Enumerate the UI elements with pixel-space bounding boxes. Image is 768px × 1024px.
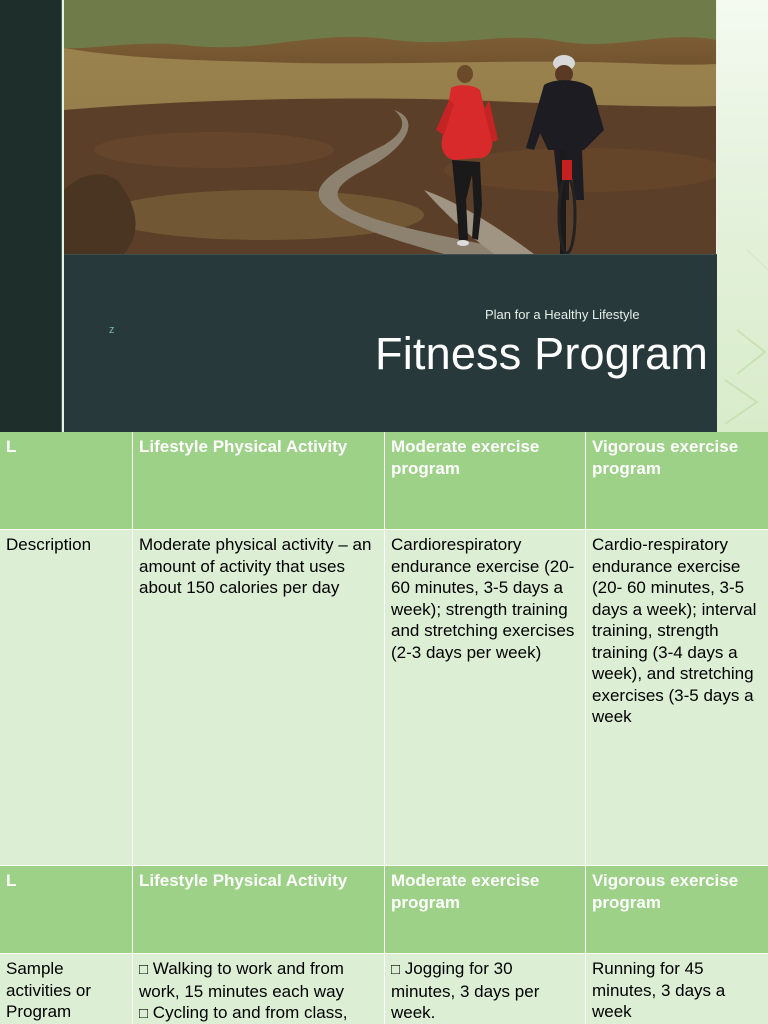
row-description-label: Description: [0, 530, 132, 865]
chevron-decoration-icon: [717, 0, 768, 432]
row-sample-col2: [385, 954, 585, 1024]
header1-cell-3: Vigorous exercise program: [586, 432, 768, 529]
row-sample-label: Sample activities or Program: [0, 954, 132, 1024]
checkbox-glyph-icon: □: [391, 961, 401, 978]
checkbox-glyph-icon: □: [139, 1005, 149, 1022]
left-sidebar-bar: [0, 0, 62, 432]
header2-cell-3: Vigorous exercise program: [586, 866, 768, 953]
header1-cell-2: Moderate exercise program: [385, 432, 585, 529]
list-item: □ Jogging for 30 minutes, 3 days per week.: [391, 959, 540, 1022]
slide-subtitle: Plan for a Healthy Lifestyle: [485, 307, 640, 322]
row-sample-col1: [133, 954, 384, 1024]
header2-cell-2: Moderate exercise program: [385, 866, 585, 953]
row-description-col1: Moderate physical activity – an amount of activity that uses about 150 calories per day: [133, 530, 384, 865]
header1-cell-0: L: [0, 432, 132, 529]
slide: [0, 0, 768, 432]
row-sample-col3: Running for 45 minutes, 3 days a week: [586, 954, 768, 1024]
hero-photo: [64, 0, 716, 254]
slide-title: Fitness Program: [375, 328, 709, 379]
row-description-col2: Cardiorespiratory endurance exercise (20-60 minutes, 3-5 days a week); strength training and stretching exercises (2-3 days per week): [385, 530, 585, 865]
fitness-program-table: [0, 432, 768, 1024]
header1-cell-1: Lifestyle Physical Activity: [133, 432, 384, 529]
small-glyph: z: [109, 324, 115, 336]
runner-and-cyclist-photo-icon: [64, 0, 716, 254]
header2-cell-1: Lifestyle Physical Activity: [133, 866, 384, 953]
header2-cell-0: L: [0, 866, 132, 953]
row-description-col3: Cardio-respiratory endurance exercise (20- 60 minutes, 3-5 days a week); interval training, strength training (3-4 days a week), and stretching exercises (3-5 days a week: [586, 530, 768, 865]
list-item: □ Cycling to and from class,: [139, 1003, 348, 1022]
list-item: □ Walking to work and from work, 15 minutes each way: [139, 959, 345, 1001]
checkbox-glyph-icon: □: [139, 961, 149, 978]
right-decoration: [717, 0, 768, 432]
